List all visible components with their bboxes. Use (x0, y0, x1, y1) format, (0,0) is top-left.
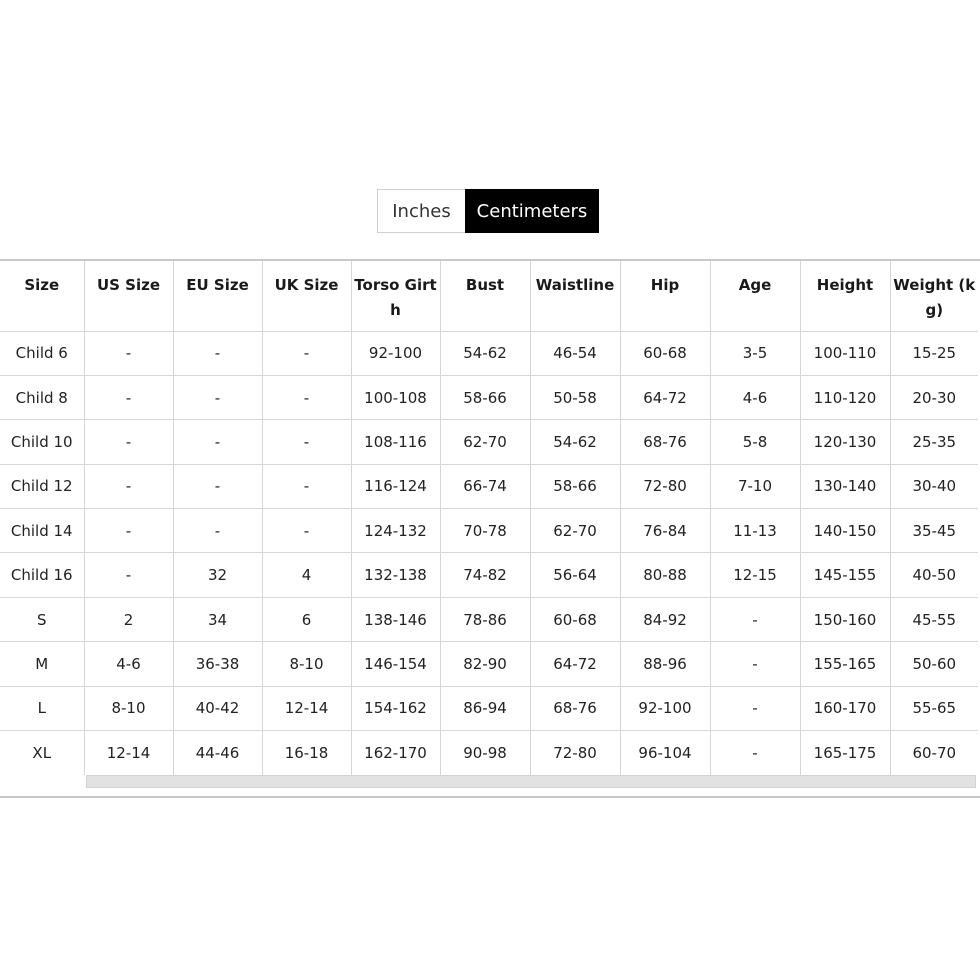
table-cell: 35-45 (890, 509, 978, 553)
table-cell: 130-140 (800, 464, 890, 508)
table-row (0, 375, 978, 419)
table-cell: 120-130 (800, 420, 890, 464)
table-cell: 5-8 (710, 420, 800, 464)
table-row (0, 331, 978, 375)
table-cell: 132-138 (351, 553, 440, 597)
table-cell: 12-14 (84, 731, 173, 775)
table-cell: M (0, 642, 84, 686)
inches-button[interactable]: Inches (377, 189, 465, 233)
column-header: Waistline (530, 261, 620, 331)
table-cell: 40-42 (173, 686, 262, 730)
table-cell: 58-66 (530, 464, 620, 508)
table-cell: Child 16 (0, 553, 84, 597)
table-cell: 86-94 (440, 686, 530, 730)
table-cell: - (262, 331, 351, 375)
table-cell: 25-35 (890, 420, 978, 464)
table-cell: 56-64 (530, 553, 620, 597)
table-cell: 62-70 (530, 509, 620, 553)
table-cell: 90-98 (440, 731, 530, 775)
table-cell: 92-100 (351, 331, 440, 375)
table-cell: - (84, 553, 173, 597)
table-row (0, 686, 978, 730)
table-cell: 108-116 (351, 420, 440, 464)
table-cell: Child 8 (0, 375, 84, 419)
table-cell: 138-146 (351, 597, 440, 641)
column-header: Torso Girth (351, 261, 440, 331)
table-cell: 34 (173, 597, 262, 641)
column-header: Height (800, 261, 890, 331)
table-cell: 82-90 (440, 642, 530, 686)
table-cell: Child 14 (0, 509, 84, 553)
table-cell: - (710, 597, 800, 641)
table-cell: S (0, 597, 84, 641)
table-cell: 140-150 (800, 509, 890, 553)
size-chart-container (0, 259, 980, 798)
column-header: Bust (440, 261, 530, 331)
table-cell: 11-13 (710, 509, 800, 553)
table-cell: 50-60 (890, 642, 978, 686)
table-body (0, 331, 978, 775)
table-row (0, 553, 978, 597)
table-cell: 54-62 (530, 420, 620, 464)
table-cell: 3-5 (710, 331, 800, 375)
table-cell: 124-132 (351, 509, 440, 553)
table-cell: - (84, 420, 173, 464)
table-cell: 50-58 (530, 375, 620, 419)
table-cell: 145-155 (800, 553, 890, 597)
table-cell: - (173, 331, 262, 375)
table-cell: 58-66 (440, 375, 530, 419)
horizontal-scrollbar[interactable] (86, 775, 976, 788)
table-cell: - (173, 464, 262, 508)
table-cell: - (173, 375, 262, 419)
table-cell: 100-110 (800, 331, 890, 375)
table-cell: - (84, 375, 173, 419)
table-cell: 7-10 (710, 464, 800, 508)
table-cell: 66-74 (440, 464, 530, 508)
table-row (0, 464, 978, 508)
table-cell: 64-72 (530, 642, 620, 686)
header-row (0, 261, 978, 331)
centimeters-button[interactable]: Centimeters (465, 189, 599, 233)
table-cell: 76-84 (620, 509, 710, 553)
table-cell: 165-175 (800, 731, 890, 775)
column-header: Hip (620, 261, 710, 331)
table-row (0, 597, 978, 641)
table-cell: L (0, 686, 84, 730)
table-cell: 4 (262, 553, 351, 597)
table-cell: - (84, 509, 173, 553)
table-cell: 68-76 (530, 686, 620, 730)
table-cell: 60-68 (620, 331, 710, 375)
table-cell: 12-14 (262, 686, 351, 730)
table-cell: 96-104 (620, 731, 710, 775)
table-cell: 74-82 (440, 553, 530, 597)
table-cell: 60-70 (912, 743, 957, 762)
table-cell: - (262, 375, 351, 419)
table-cell: 40-50 (890, 553, 978, 597)
table-cell: 6 (262, 597, 351, 641)
size-chart-table (0, 261, 978, 775)
table-cell: 60-68 (530, 597, 620, 641)
table-cell: 30-40 (890, 464, 978, 508)
table-cell: 15-25 (890, 331, 978, 375)
column-header: EU Size (173, 261, 262, 331)
table-row (0, 509, 978, 553)
table-cell: - (262, 464, 351, 508)
table-cell: 4-6 (710, 375, 800, 419)
table-cell: 84-92 (620, 597, 710, 641)
table-cell: 62-70 (440, 420, 530, 464)
column-header: Weight (kg) (890, 261, 978, 331)
table-cell: XL (0, 731, 84, 775)
table-cell: 4-6 (84, 642, 173, 686)
table-cell: 162-170 (351, 731, 440, 775)
table-cell: 45-55 (890, 597, 978, 641)
table-cell: 155-165 (800, 642, 890, 686)
table-cell: Child 10 (0, 420, 84, 464)
table-cell: 88-96 (620, 642, 710, 686)
table-cell: 8-10 (262, 642, 351, 686)
table-cell: - (173, 420, 262, 464)
table-row (0, 420, 978, 464)
column-header: Age (710, 261, 800, 331)
table-cell: 55-65 (890, 686, 978, 730)
table-cell: 72-80 (620, 464, 710, 508)
column-header: US Size (84, 261, 173, 331)
table-cell: 78-86 (440, 597, 530, 641)
table-cell: 68-76 (620, 420, 710, 464)
table-cell: 100-108 (351, 375, 440, 419)
column-header: UK Size (262, 261, 351, 331)
table-cell: Child 6 (0, 331, 84, 375)
table-cell: - (173, 509, 262, 553)
table-cell: 72-80 (530, 731, 620, 775)
table-cell: 92-100 (620, 686, 710, 730)
table-cell: 116-124 (351, 464, 440, 508)
table-cell: 150-160 (800, 597, 890, 641)
table-cell: 154-162 (351, 686, 440, 730)
table-cell: 54-62 (440, 331, 530, 375)
table-cell: 80-88 (620, 553, 710, 597)
table-cell: 12-15 (710, 553, 800, 597)
table-cell: - (710, 731, 800, 775)
table-row (0, 642, 978, 686)
table-cell: - (84, 331, 173, 375)
table-cell: 8-10 (84, 686, 173, 730)
table-cell: 16-18 (262, 731, 351, 775)
table-cell: 64-72 (620, 375, 710, 419)
table-cell: 46-54 (530, 331, 620, 375)
table-row (0, 731, 978, 775)
table-cell: 70-78 (440, 509, 530, 553)
table-cell: - (84, 464, 173, 508)
table-cell: Child 12 (0, 464, 84, 508)
table-cell: - (710, 686, 800, 730)
table-cell: 20-30 (890, 375, 978, 419)
table-cell: 36-38 (173, 642, 262, 686)
table-cell: 2 (84, 597, 173, 641)
unit-toggle (377, 189, 599, 233)
table-cell: - (710, 642, 800, 686)
table-cell: 44-46 (173, 731, 262, 775)
table-cell: 146-154 (351, 642, 440, 686)
table-cell: - (262, 420, 351, 464)
column-header: Size (0, 261, 84, 331)
table-cell: - (262, 509, 351, 553)
table-cell: 32 (173, 553, 262, 597)
table-cell: 110-120 (800, 375, 890, 419)
table-cell: 160-170 (800, 686, 890, 730)
